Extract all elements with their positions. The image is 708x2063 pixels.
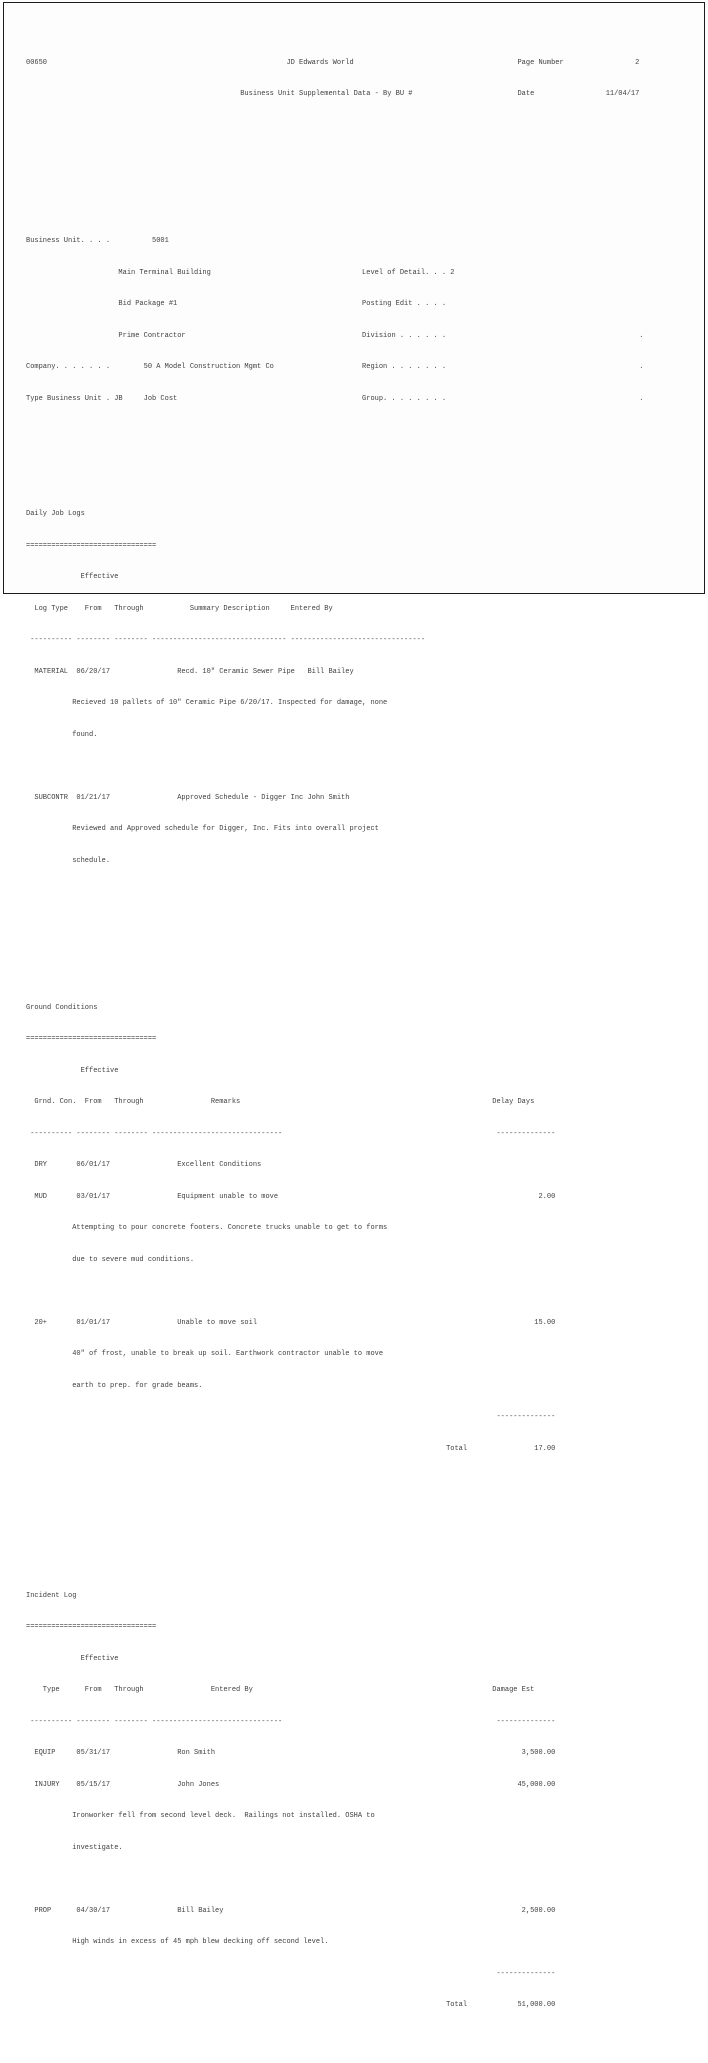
company-region-line: Company. . . . . . . 50 A Model Construction Mgmt Co Region . . . . . . . . bbox=[26, 363, 644, 371]
blank-line bbox=[26, 152, 644, 163]
daily-subcontr-note-line-2: schedule. bbox=[26, 856, 111, 865]
ground-row-dry: DRY 06/01/17 Excellent Conditions bbox=[26, 1161, 262, 1169]
blank-line bbox=[26, 1874, 644, 1885]
blank-line bbox=[26, 425, 644, 436]
daily-job-logs-section bbox=[26, 488, 644, 950]
daily-column-headers: Log Type From Through Summary Description Entered By bbox=[26, 604, 333, 613]
ground-total-line: Total 17.00 bbox=[26, 1444, 556, 1453]
incident-injury-note-line-2: investigate. bbox=[26, 1843, 123, 1852]
ground-mud-note-line-1: Attempting to pour concrete footers. Concrete trucks unable to get to forms bbox=[26, 1224, 388, 1232]
business-unit-number-line: Business Unit. . . . 5001 bbox=[26, 237, 169, 245]
incident-prop-note-line-1: High winds in excess of 45 mph blew decking off second level. bbox=[26, 1938, 329, 1946]
ground-mud-note-line-2: due to severe mud conditions. bbox=[26, 1255, 195, 1264]
blank-line bbox=[26, 1507, 644, 1518]
daily-effective-header: Effective bbox=[26, 573, 119, 581]
ground-20plus-note-line-1: 40" of frost, unable to break up soil. Earthwork contractor unable to move bbox=[26, 1350, 384, 1358]
blank-line bbox=[26, 887, 644, 898]
ground-column-headers: Grnd. Con. From Through Remarks Delay Days bbox=[26, 1098, 535, 1106]
daily-job-logs-ruler: =============================== bbox=[26, 541, 157, 550]
business-unit-name-level-of-detail-line: Main Terminal Building Level of Detail. . . 2 bbox=[26, 268, 455, 277]
ground-conditions-ruler: =============================== bbox=[26, 1035, 157, 1043]
incident-column-underline: ---------- -------- -------- ------------------------------- -------------- bbox=[26, 1717, 556, 1726]
ground-total-underline: -------------- bbox=[26, 1413, 556, 1421]
ground-conditions-title: Ground Conditions bbox=[26, 1003, 98, 1012]
ground-column-underline: ---------- -------- -------- ------------------------------- -------------- bbox=[26, 1129, 556, 1138]
ground-effective-header: Effective bbox=[26, 1066, 119, 1075]
ground-row-20plus: 20+ 01/01/17 Unable to move soil 15.00 bbox=[26, 1318, 556, 1327]
incident-total-underline: -------------- bbox=[26, 1969, 556, 1978]
incident-log-ruler: =============================== bbox=[26, 1623, 157, 1631]
header-line-2: Business Unit Supplemental Data - By BU # Date 11/04/17 bbox=[26, 90, 640, 98]
incident-log-section bbox=[26, 1570, 644, 2032]
incident-injury-note-line-1: Ironworker fell from second level deck. Railings not installed. OSHA to bbox=[26, 1812, 375, 1820]
business-unit-desc3-division-line: Prime Contractor Division . . . . . . . bbox=[26, 331, 644, 340]
incident-column-headers: Type From Through Entered By Damage Est bbox=[26, 1686, 535, 1694]
daily-material-note-line-1: Recieved 10 pallets of 10" Ceramic Pipe 6/20/17. Inspected for damage, none bbox=[26, 699, 388, 707]
blank-line bbox=[26, 1286, 644, 1297]
blank-line bbox=[26, 121, 644, 132]
daily-job-logs-title: Daily Job Logs bbox=[26, 510, 85, 518]
daily-subcontr-note-line-1: Reviewed and Approved schedule for Digger, Inc. Fits into overall project bbox=[26, 825, 379, 833]
report-header-block bbox=[26, 37, 644, 184]
incident-row-injury: INJURY 05/15/17 John Jones 45,000.00 bbox=[26, 1780, 556, 1789]
incident-row-equip: EQUIP 05/31/17 Ron Smith 3,500.00 bbox=[26, 1749, 556, 1757]
daily-column-underline: ---------- -------- -------- -------------------------------- -------------------------------- bbox=[26, 636, 426, 644]
header-line-1: 00650 JD Edwards World Page Number 2 bbox=[26, 58, 640, 67]
ground-conditions-section bbox=[26, 982, 644, 1539]
business-unit-desc2-posting-edit-line: Bid Package #1 Posting Edit . . . . bbox=[26, 300, 447, 308]
incident-effective-header: Effective bbox=[26, 1654, 119, 1663]
business-unit-type-group-line: Type Business Unit . JB Job Cost Group. . . . . . . . . bbox=[26, 394, 644, 403]
daily-row-subcontr: SUBCONTR 01/21/17 Approved Schedule - Digger Inc John Smith bbox=[26, 793, 350, 802]
incident-row-prop: PROP 04/30/17 Bill Bailey 2,500.00 bbox=[26, 1906, 556, 1915]
daily-material-note-line-2: found. bbox=[26, 730, 98, 739]
business-unit-block bbox=[26, 215, 644, 457]
ground-20plus-note-line-2: earth to prep. for grade beams. bbox=[26, 1381, 203, 1390]
daily-row-material: MATERIAL 06/20/17 Recd. 10" Ceramic Sewer Pipe Bill Bailey bbox=[26, 667, 354, 676]
blank-line bbox=[26, 761, 644, 772]
blank-line bbox=[26, 919, 644, 930]
incident-total-line: Total 51,000.00 bbox=[26, 2001, 556, 2009]
ground-row-mud: MUD 03/01/17 Equipment unable to move 2.00 bbox=[26, 1192, 556, 1201]
blank-line bbox=[26, 1475, 644, 1486]
report-document bbox=[26, 5, 644, 2063]
incident-log-title: Incident Log bbox=[26, 1591, 77, 1600]
